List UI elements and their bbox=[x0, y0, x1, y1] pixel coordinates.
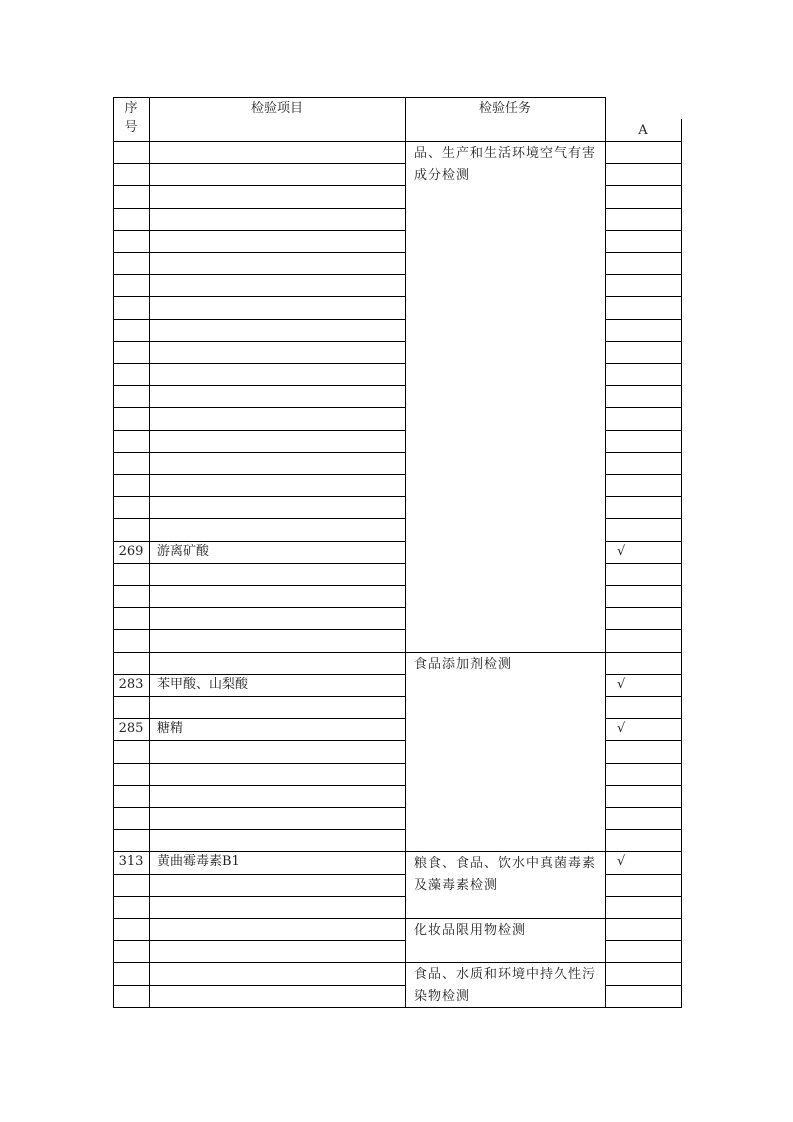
row-border bbox=[605, 230, 682, 231]
row-border bbox=[113, 807, 405, 808]
row-border bbox=[113, 407, 405, 408]
row-border bbox=[113, 607, 405, 608]
row-seq: 313 bbox=[118, 854, 144, 869]
row-border bbox=[113, 829, 405, 830]
row-border bbox=[113, 918, 405, 919]
row-border bbox=[605, 496, 682, 497]
column-border bbox=[605, 141, 606, 1008]
header-col-border bbox=[681, 119, 682, 141]
row-border bbox=[605, 652, 682, 653]
row-border bbox=[113, 696, 405, 697]
task-border bbox=[405, 141, 605, 142]
check-mark-icon: √ bbox=[617, 721, 626, 736]
row-border bbox=[605, 274, 682, 275]
row-border bbox=[605, 474, 682, 475]
row-seq: 285 bbox=[118, 721, 144, 736]
check-mark-icon: √ bbox=[617, 677, 626, 692]
row-border bbox=[113, 252, 405, 253]
row-border bbox=[113, 274, 405, 275]
row-border bbox=[605, 696, 682, 697]
task-text: 食品、水质和环境中持久性污 染物检测 bbox=[414, 967, 597, 1004]
row-border bbox=[113, 385, 405, 386]
row-item: 游离矿酸 bbox=[157, 544, 210, 559]
header-grade: A bbox=[638, 123, 648, 138]
row-border bbox=[605, 385, 682, 386]
task-border bbox=[405, 918, 605, 919]
row-item: 糖精 bbox=[157, 721, 184, 736]
row-item: 苯甲酸、山梨酸 bbox=[157, 677, 249, 692]
column-border bbox=[681, 141, 682, 1008]
row-border bbox=[605, 319, 682, 320]
row-border bbox=[113, 985, 405, 986]
row-border bbox=[605, 563, 682, 564]
row-border bbox=[605, 1007, 682, 1008]
row-border bbox=[605, 763, 682, 764]
check-mark-icon: √ bbox=[617, 544, 626, 559]
row-border bbox=[113, 785, 405, 786]
row-border bbox=[113, 163, 405, 164]
row-border bbox=[113, 230, 405, 231]
row-border bbox=[113, 563, 405, 564]
row-border bbox=[605, 452, 682, 453]
row-border bbox=[605, 985, 682, 986]
row-border bbox=[113, 585, 405, 586]
header-task: 检验任务 bbox=[478, 101, 531, 116]
row-border bbox=[605, 940, 682, 941]
task-text: 品、生产和生活环境空气有害 成分检测 bbox=[414, 146, 597, 183]
row-border bbox=[605, 296, 682, 297]
row-border bbox=[113, 452, 405, 453]
row-border bbox=[605, 518, 682, 519]
column-border bbox=[113, 141, 114, 1008]
row-border bbox=[605, 629, 682, 630]
row-border bbox=[113, 896, 405, 897]
row-border bbox=[605, 252, 682, 253]
column-border bbox=[149, 141, 150, 1008]
row-seq: 269 bbox=[118, 544, 144, 559]
check-mark-icon: √ bbox=[617, 854, 626, 869]
task-border bbox=[405, 962, 605, 963]
row-border bbox=[113, 474, 405, 475]
row-border bbox=[605, 185, 682, 186]
row-border bbox=[113, 363, 405, 364]
task-border bbox=[405, 851, 605, 852]
column-border bbox=[405, 141, 406, 1008]
task-text: 粮食、食品、饮水中真菌毒素 及藻毒素检测 bbox=[414, 856, 597, 893]
header-item: 检验项目 bbox=[250, 101, 303, 116]
row-border bbox=[605, 918, 682, 919]
row-border bbox=[113, 430, 405, 431]
header-seq: 序 bbox=[124, 101, 138, 116]
row-border bbox=[113, 1007, 405, 1008]
row-border bbox=[113, 518, 405, 519]
row-border bbox=[113, 185, 405, 186]
row-border bbox=[605, 407, 682, 408]
row-border bbox=[605, 607, 682, 608]
row-border bbox=[605, 785, 682, 786]
row-border bbox=[605, 740, 682, 741]
row-border bbox=[605, 585, 682, 586]
row-border bbox=[605, 896, 682, 897]
row-border bbox=[605, 962, 682, 963]
row-border bbox=[113, 740, 405, 741]
header-seq: 号 bbox=[124, 120, 138, 135]
row-border bbox=[113, 141, 405, 142]
task-border bbox=[405, 652, 605, 653]
row-border bbox=[605, 874, 682, 875]
row-border bbox=[605, 163, 682, 164]
row-border bbox=[113, 319, 405, 320]
task-text: 化妆品限用物检测 bbox=[414, 923, 527, 938]
row-border bbox=[113, 629, 405, 630]
row-border bbox=[605, 341, 682, 342]
row-border bbox=[605, 363, 682, 364]
row-border bbox=[113, 341, 405, 342]
row-border bbox=[605, 208, 682, 209]
row-border bbox=[605, 829, 682, 830]
row-border bbox=[113, 962, 405, 963]
row-border bbox=[113, 296, 405, 297]
row-border bbox=[113, 208, 405, 209]
row-border bbox=[605, 430, 682, 431]
task-text: 食品添加剂检测 bbox=[414, 657, 513, 672]
row-border bbox=[113, 874, 405, 875]
row-border bbox=[605, 141, 682, 142]
row-border bbox=[113, 940, 405, 941]
row-border bbox=[605, 807, 682, 808]
row-border bbox=[113, 496, 405, 497]
row-border bbox=[113, 763, 405, 764]
row-seq: 283 bbox=[118, 677, 144, 692]
row-border bbox=[113, 652, 405, 653]
row-item: 黄曲霉毒素B1 bbox=[157, 854, 240, 869]
